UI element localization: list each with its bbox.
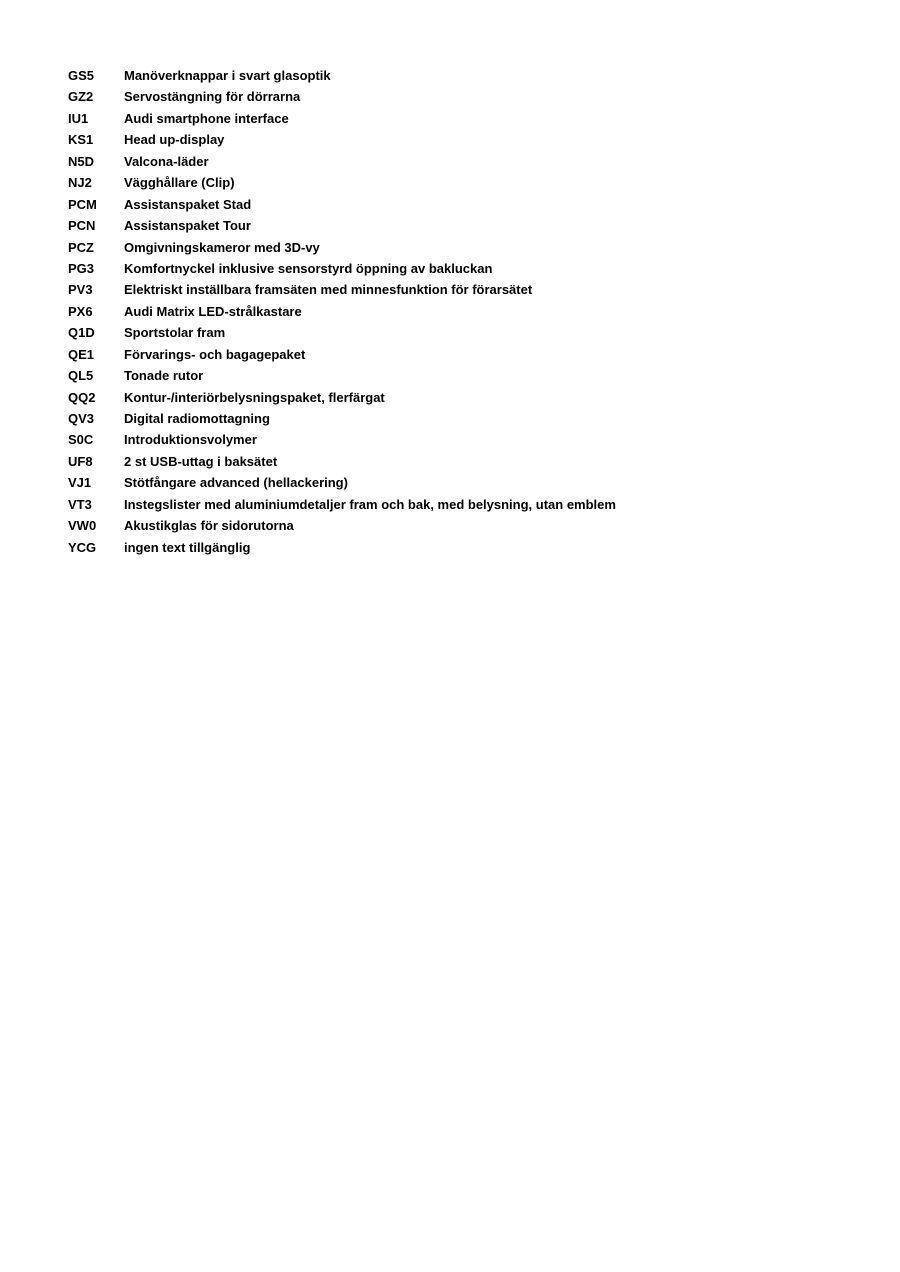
option-code: QQ2 xyxy=(68,389,96,405)
option-description: Vägghållare (Clip) xyxy=(124,175,235,191)
option-row xyxy=(68,258,868,279)
option-row xyxy=(68,537,868,558)
option-description: Assistanspaket Tour xyxy=(124,218,251,234)
option-description: Stötfångare advanced (hellackering) xyxy=(124,475,348,491)
option-description: Komfortnyckel inklusive sensorstyrd öppning av bakluckan xyxy=(124,260,493,276)
option-code: PG3 xyxy=(68,260,95,276)
option-row xyxy=(68,451,868,472)
option-row xyxy=(68,129,868,150)
option-description: Head up-display xyxy=(124,132,225,148)
option-row xyxy=(68,86,868,107)
option-description: ingen text tillgänglig xyxy=(124,539,251,555)
option-row xyxy=(68,301,868,322)
option-code: QV3 xyxy=(68,411,95,426)
option-description: Introduktionsvolymer xyxy=(124,432,257,448)
option-code: NJ2 xyxy=(68,175,92,191)
option-code: GZ2 xyxy=(68,89,94,105)
option-code: IU1 xyxy=(68,110,89,126)
option-description: Audi smartphone interface xyxy=(124,110,289,126)
option-description: Elektriskt inställbara framsäten med minnesfunktion för förarsätet xyxy=(124,282,533,298)
option-row xyxy=(68,108,868,129)
option-row xyxy=(68,429,868,450)
option-code: GS5 xyxy=(68,68,95,83)
option-code: PCN xyxy=(68,218,96,234)
option-row xyxy=(68,151,868,172)
option-code: N5D xyxy=(68,153,95,169)
option-row xyxy=(68,65,868,86)
option-description: Audi Matrix LED-strålkastare xyxy=(124,303,302,319)
option-code: VT3 xyxy=(68,496,92,512)
option-row xyxy=(68,344,868,365)
option-description: 2 st USB-uttag i baksätet xyxy=(124,453,278,469)
option-description: Kontur-/interiörbelysningspaket, flerfärgat xyxy=(124,389,385,405)
option-code: PCZ xyxy=(68,239,94,255)
option-code: VW0 xyxy=(68,518,97,534)
option-description: Omgivningskameror med 3D-vy xyxy=(124,239,320,255)
option-row xyxy=(68,494,868,515)
option-row xyxy=(68,365,868,386)
option-row xyxy=(68,279,868,300)
option-row xyxy=(68,387,868,408)
option-description: Assistanspaket Stad xyxy=(124,196,252,212)
option-code: PV3 xyxy=(68,282,93,298)
option-description: Sportstolar fram xyxy=(124,325,226,341)
option-code: PCM xyxy=(68,196,97,212)
option-code: PX6 xyxy=(68,303,93,319)
option-description: Instegslister med aluminiumdetaljer fram och bak, med belysning, utan emblem xyxy=(124,496,616,512)
option-row xyxy=(68,172,868,193)
option-description: Servostängning för dörrarna xyxy=(124,89,301,105)
option-code: QE1 xyxy=(68,346,95,362)
option-description: Akustikglas för sidorutorna xyxy=(124,518,294,534)
option-description: Digital radiomottagning xyxy=(124,411,270,426)
options-list xyxy=(68,65,868,558)
option-code: VJ1 xyxy=(68,475,92,491)
option-row xyxy=(68,472,868,493)
option-code: KS1 xyxy=(68,132,94,148)
option-code: UF8 xyxy=(68,453,93,469)
option-row xyxy=(68,194,868,215)
option-description: Valcona-läder xyxy=(124,153,209,169)
option-row xyxy=(68,515,868,536)
option-description: Tonade rutor xyxy=(124,368,204,384)
option-row xyxy=(68,408,868,429)
option-code: QL5 xyxy=(68,368,94,384)
option-row xyxy=(68,237,868,258)
option-code: YCG xyxy=(68,539,97,555)
option-code: Q1D xyxy=(68,325,95,341)
option-description: Manöverknappar i svart glasoptik xyxy=(124,68,331,83)
option-row xyxy=(68,215,868,236)
option-row xyxy=(68,322,868,343)
option-description: Förvarings- och bagagepaket xyxy=(124,346,306,362)
option-code: S0C xyxy=(68,432,94,448)
